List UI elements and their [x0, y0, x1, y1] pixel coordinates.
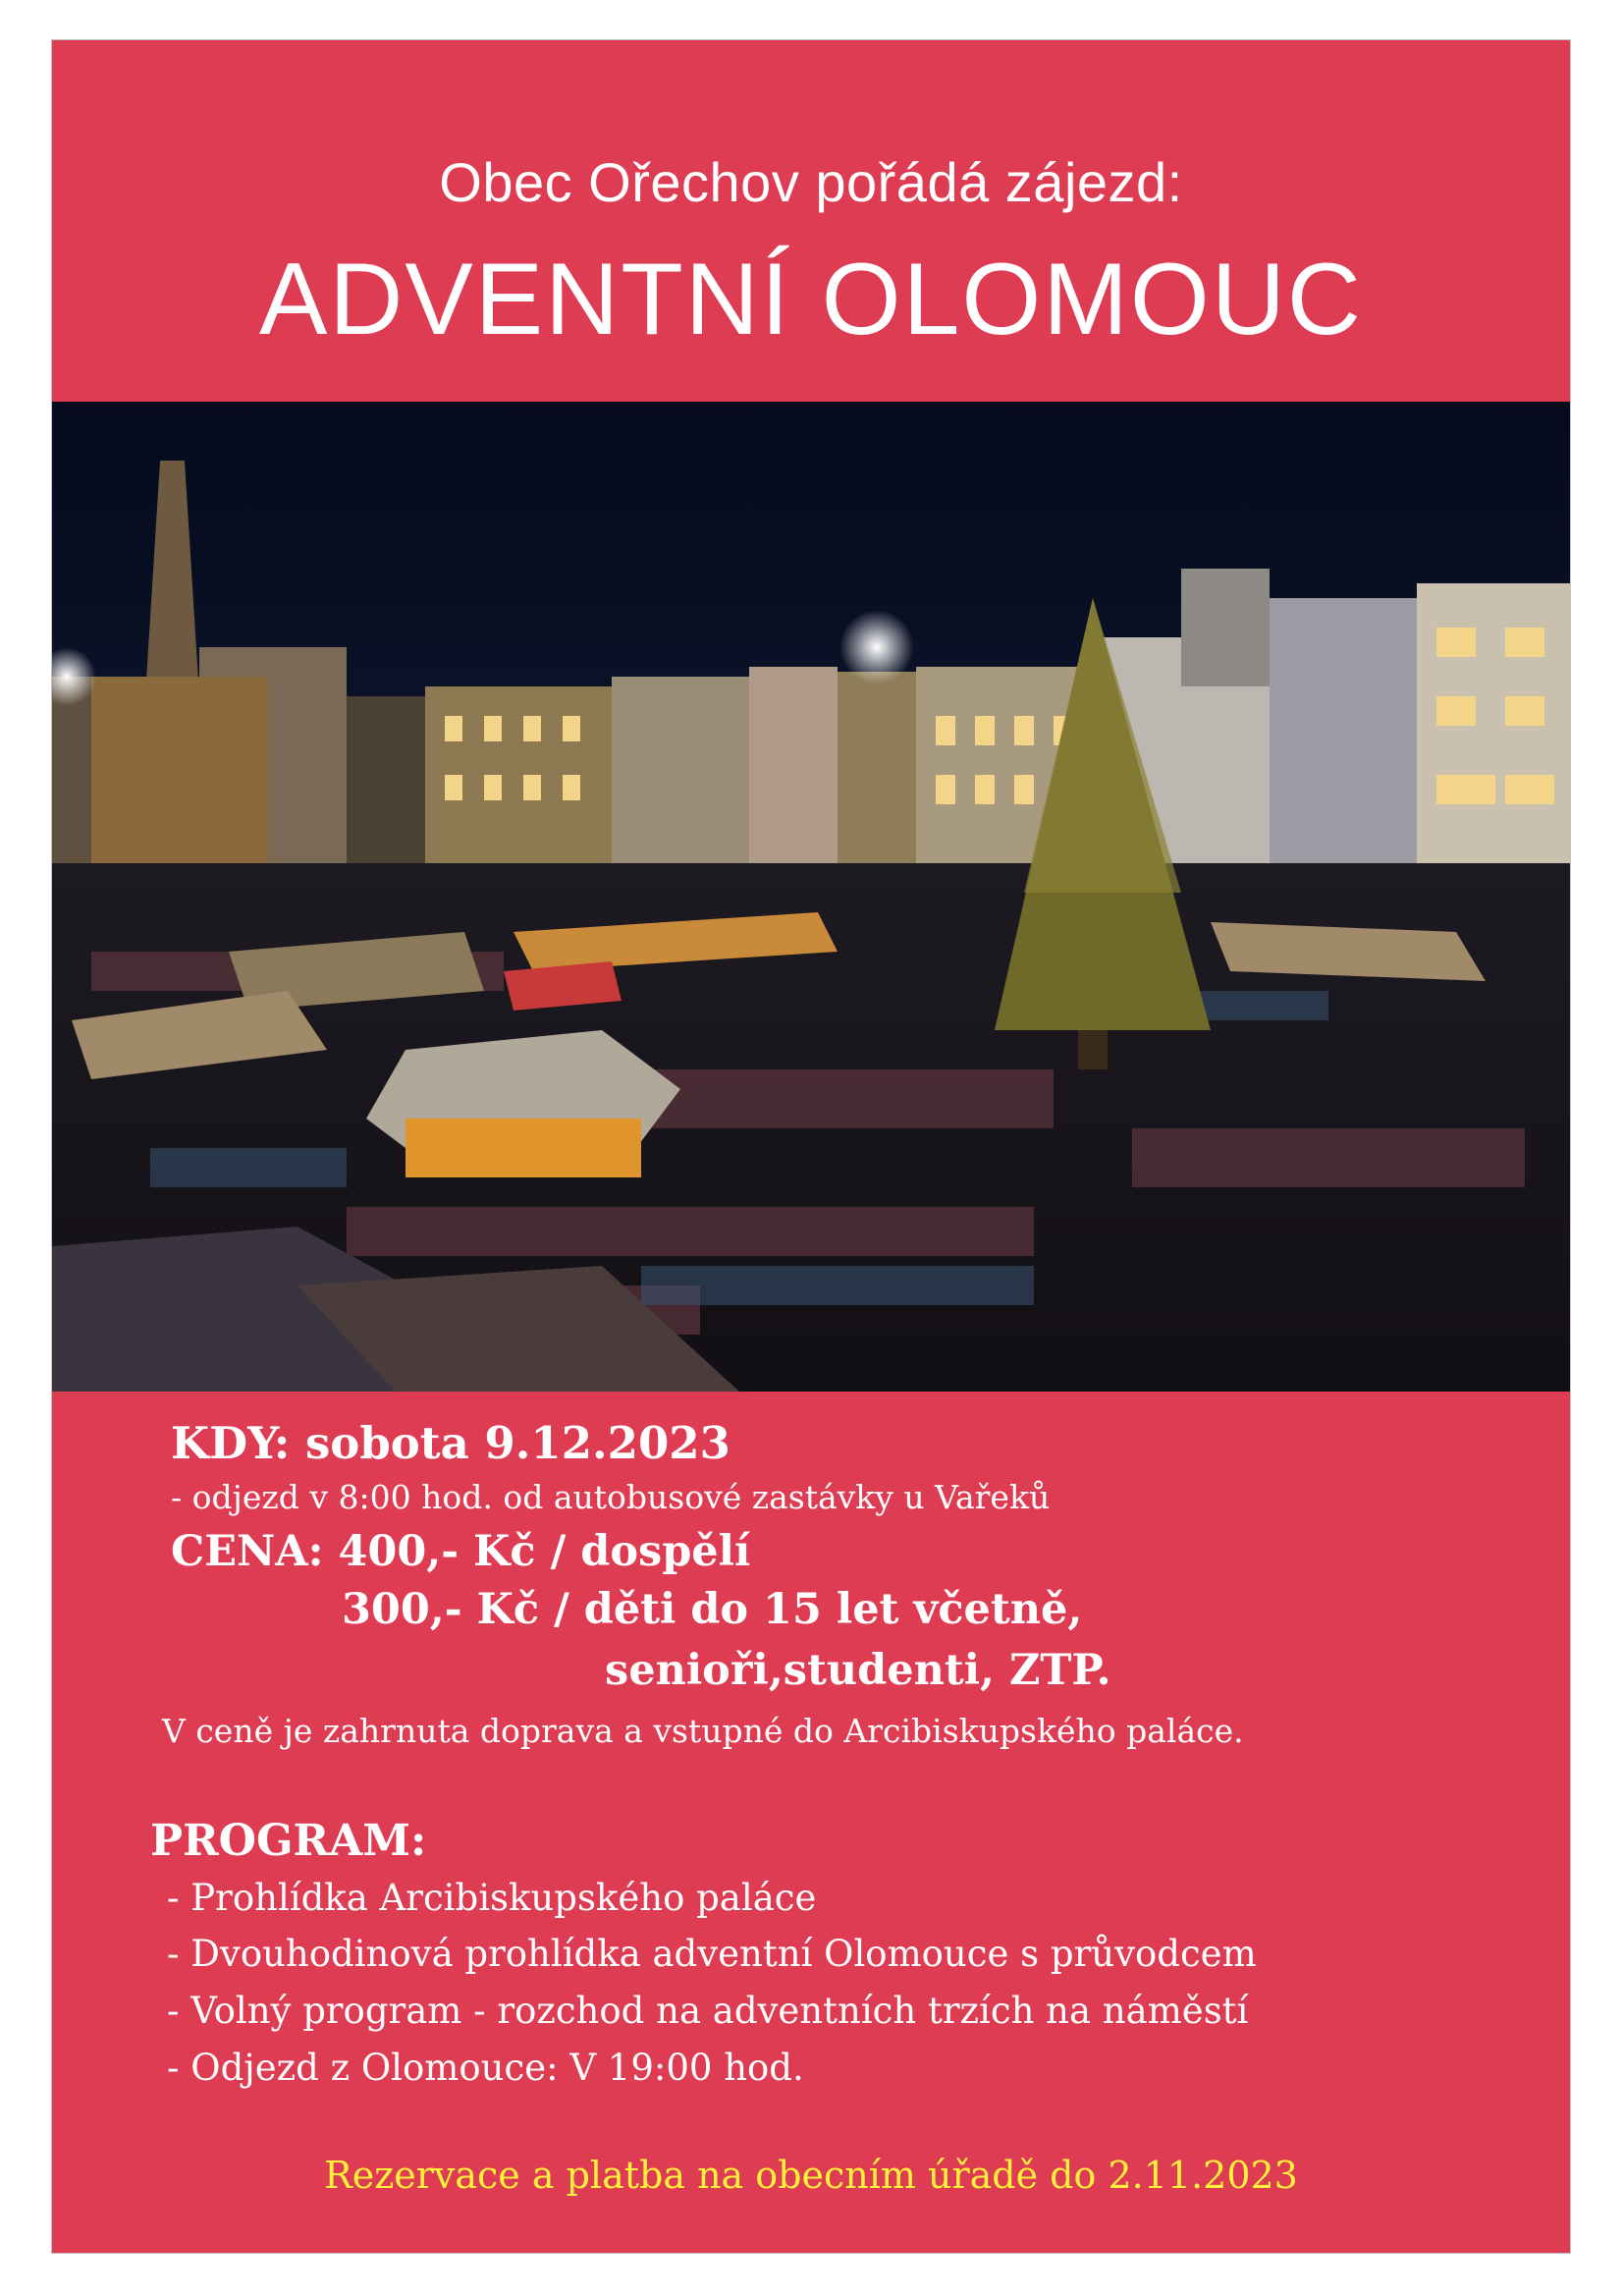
price-adult: CENA: 400,- Kč / dospělí	[171, 1527, 751, 1576]
event-date: KDY: sobota 9.12.2023	[171, 1417, 730, 1469]
price-note: V ceně je zahrnuta doprava a vstupné do Arcibiskupského paláce.	[162, 1712, 1244, 1750]
program-item: - Volný program - rozchod na adventních trzích na náměstí	[167, 1990, 1249, 2032]
program-item: - Dvouhodinová prohlídka adventní Olomouce s průvodcem	[167, 1933, 1257, 1975]
reservation-note: Rezervace a platba na obecním úřadě do 2.11.2023	[324, 2154, 1298, 2197]
departure-info: - odjezd v 8:00 hod. od autobusové zastávky u Vařeků	[171, 1478, 1051, 1516]
price-reduced: 300,- Kč / děti do 15 let včetně,	[342, 1585, 1083, 1634]
program-item: - Prohlídka Arcibiskupského paláce	[167, 1877, 817, 1919]
poster-title: ADVENTNÍ OLOMOUC	[258, 243, 1364, 356]
program-heading: PROGRAM:	[150, 1816, 427, 1866]
photo-illustration	[52, 402, 1570, 1392]
christmas-market-photo	[52, 402, 1570, 1392]
poster	[51, 39, 1571, 2254]
price-reduced-cont: senioři,studenti, ZTP.	[605, 1646, 1111, 1695]
poster-subtitle: Obec Ořechov pořádá zájezd:	[439, 151, 1183, 213]
program-item: - Odjezd z Olomouce: V 19:00 hod.	[167, 2047, 804, 2089]
